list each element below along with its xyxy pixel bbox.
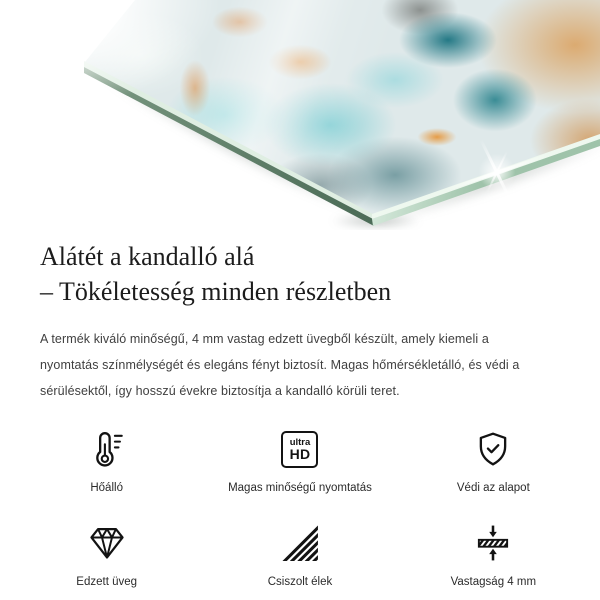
thickness-icon [474, 523, 512, 563]
feature-label: Hőálló [90, 482, 123, 495]
feature-print-quality [203, 429, 396, 494]
feature-label: Magas minőségű nyomtatás [228, 482, 372, 495]
ultra-hd-text-top: ultra [289, 436, 311, 448]
product-photo [0, 0, 600, 230]
page-title-line2: – Tökéletesség minden részletben [40, 277, 392, 306]
feature-label: Vastagság 4 mm [450, 576, 537, 589]
page-title-line1: Alátét a kandalló alá [40, 242, 255, 271]
feature-polished-edges [203, 523, 396, 588]
feature-heat-resistant [10, 429, 203, 494]
photo-light-fade [0, 0, 360, 190]
thermometer-icon [87, 429, 127, 469]
diamond-icon [87, 523, 127, 563]
ultra-hd-icon [281, 429, 318, 469]
ultra-hd-text-bottom: HD [289, 446, 311, 463]
product-description: A termék kiváló minőségű, 4 mm vastag edzett üvegből készült, amely kiemeli a nyomtatás színmélységét és elegáns fényt biztosít. Magas hőmérsékletálló, és védi a sérülésektől, így hosszú évekre biztosítja a kandalló körüli teret. [40, 332, 520, 399]
feature-label: Edzett üveg [76, 576, 138, 589]
product-info-section [0, 239, 600, 404]
shield-check-icon [474, 429, 512, 469]
feature-thickness [397, 523, 590, 588]
polished-edges-icon [281, 523, 319, 563]
feature-label: Védi az alapot [456, 482, 530, 495]
feature-protects-base [397, 429, 590, 494]
feature-label: Csiszolt élek [267, 576, 333, 589]
features-grid [10, 429, 590, 588]
page-title [40, 239, 560, 309]
feature-tempered-glass [10, 523, 203, 588]
